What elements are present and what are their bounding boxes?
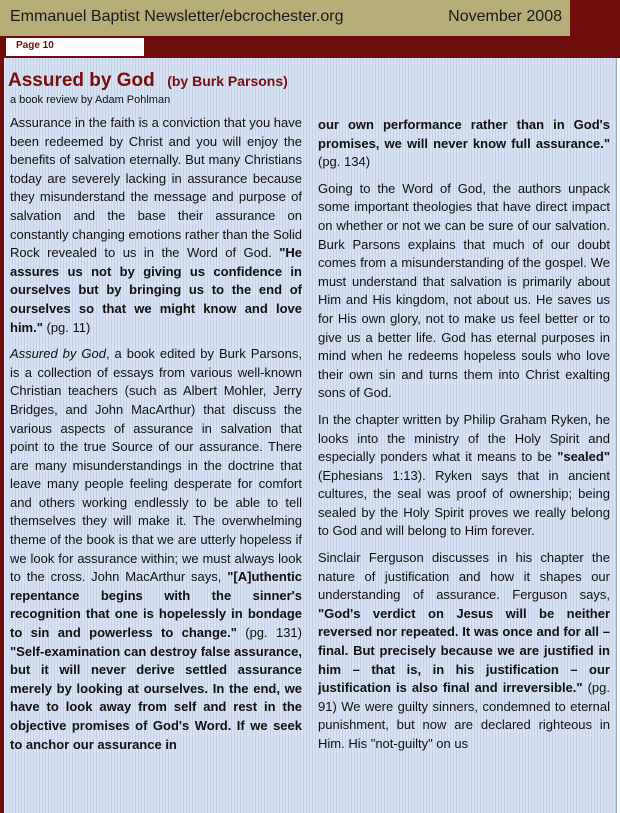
quote: "sealed" (557, 449, 610, 465)
issue-date: November 2008 (448, 8, 562, 25)
quote: "[A]uthentic repentance begins with the sinner's recognition that one is hopelessly in bondage to sin and powerless to change." (10, 569, 302, 641)
right-column (318, 116, 610, 762)
right-paragraph-1: Going to the Word of God, the authors unpack some important theologies that have direct impact on whether or not we can be sure of our salvation. Burk Parsons explains that much of our doubt comes from a misunderstanding of the gospel. We must understand that salvation is primarily about Him and His kingdom, not about us. He saves us for His own glory, not to make us feel better or to give us a better life. God has eternal purposes in mind when he redeems hopeless souls who love their own sin and turns them into Christ exalting sons of God. (318, 180, 610, 401)
right-paragraph-0: our own performance rather than in God's promises, we will never know full assurance." (pg. 134) (318, 117, 610, 170)
left-column (10, 114, 302, 762)
right-paragraph-3: Sinclair Ferguson discusses in his chapter the nature of justification and how it shapes our understanding of assurance. Ferguson says, "God's verdict on Jesus will be neither reversed nor repeated. It was once and for all – final. But precisely because we are justified in him – that is, in his justification – our justification is also final and irreversible." (pg. 91) We were guilty sinners, condemned to eternal punishment, but now are declared righteous in Him. His "not-guilty" on us (318, 550, 611, 751)
article-title (8, 70, 288, 92)
newsletter-title: Emmanuel Baptist Newsletter/ebcrochester.org (10, 8, 344, 25)
book-title: Assured by God (8, 70, 155, 91)
quote: our own performance rather than in God's promises, we will never know full assurance." (318, 117, 610, 151)
book-author: (by Burk Parsons) (167, 73, 288, 89)
header-corner-block (570, 0, 620, 36)
quote: "He assures us not by giving us confidence in ourselves but by bringing us to the end of ourselves so that we might know and love him." (10, 245, 302, 335)
newsletter-header (0, 0, 570, 37)
page-number: Page 10 (16, 40, 54, 51)
right-paragraph-2: In the chapter written by Philip Graham Ryken, he looks into the ministry of the Holy Spirit and especially ponders what it means to be "sealed" (Ephesians 1:13). Ryken says that in ancient cultures, the seal was proof of ownership; being sealed by the Holy Spirit proves we really belong to God and will belong to Him forever. (318, 411, 610, 539)
book-reference: Assured by God (10, 346, 106, 362)
left-paragraph-1: Assurance in the faith is a conviction that you have been redeemed by Christ and you will enjoy the benefits of salvation eternally. But many Christians today are severely lacking in assurance because they misunderstand the message and purpose of salvation and the base their assurance on constantly changing emotions rather than the Solid Rock revealed to us in the Word of God. "He assures us not by giving us confidence in ourselves but by bringing us to the end of ourselves so that we might know and love him." (pg. 11) (10, 115, 302, 335)
quote: "Self-examination can destroy false assurance, but it will never derive settled assurance merely by looking at ourselves. In the end, we have to look away from self and rest in the objective promises of God's Word. If we seek to anchor our assurance in (10, 643, 302, 752)
review-byline: a book review by Adam Pohlman (10, 94, 171, 106)
left-paragraph-2: Assured by God, a book edited by Burk Parsons, is a collection of essays from various well-known Christian teachers (such as Albert Mohler, Jerry Bridges, and John MacArthur) that discuss the various aspects of assurance in salvation that point to the true Source of our assurance. There are many misunderstandings in the doctrine that leave many people feeling desperate for comfort and others working endlessly to be able to tell themselves they will make it. The overwhelming theme of the book is that we are utterly hopeless if we look for assurance within; we must always look to the cross. John MacArthur says, "[A]uthentic repentance begins with the sinner's recognition that one is hopelessly in bondage to sin and powerless to change." (pg. 131) "Self-examination can destroy false assurance, but it will never derive settled assurance merely by looking at ourselves. In the end, we have to look away from self and rest in the objective promises of God's Word. If we seek to anchor our assurance in (10, 346, 303, 752)
quote: "God's verdict on Jesus will be neither reversed nor repeated. It was once and for all – final. But precisely because we are justified in him – that is, in his justification – our justification is also final and irreversible." (318, 605, 610, 696)
